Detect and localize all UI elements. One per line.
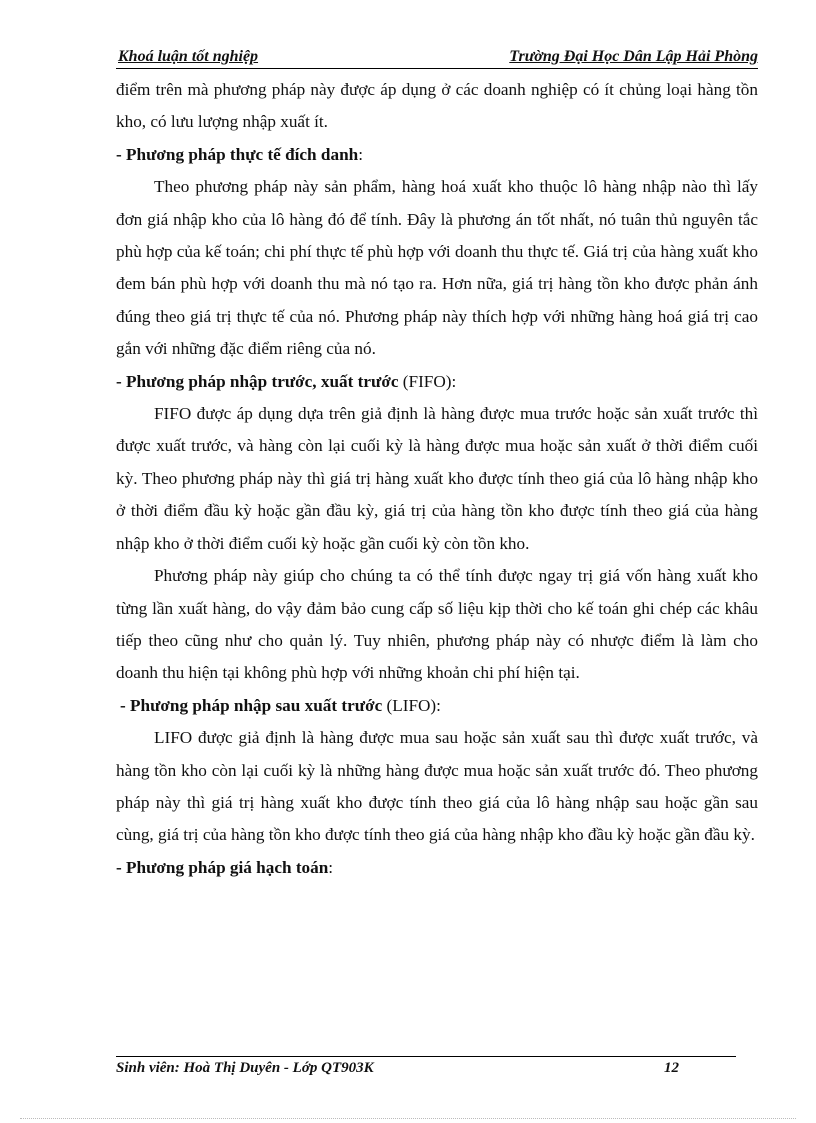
heading-3-tail: (LIFO): (382, 695, 441, 715)
paragraph-5: LIFO được giả định là hàng được mua sau hoặc sản xuất sau thì được xuất trước, và hàng tồn kho còn lại cuối kỳ là những hàng được mua hoặc sản xuất trước đó. Theo phương pháp này thì giá trị hàng xuất kho được tính theo giá của lô hàng nhập sau hoặc gần sau cùng, giá trị của hàng tồn kho được tính theo giá của hàng nhập kho đầu kỳ hoặc gần đầu kỳ. (116, 728, 758, 845)
page-header (116, 46, 758, 69)
paragraph-1: điểm trên mà phương pháp này được áp dụng ở các doanh nghiệp có ít chủng loại hàng tồn kho, có lưu lượng nhập xuất ít. (116, 80, 758, 132)
header-thesis-title: Khoá luận tốt nghiệp (118, 48, 259, 65)
heading-fifo (116, 366, 758, 398)
document-body (116, 74, 758, 884)
footer-divider (116, 1056, 736, 1057)
paragraph-4: Phương pháp này giúp cho chúng ta có thể tính được ngay trị giá vốn hàng xuất kho từng lần xuất hàng, do vậy đảm bảo cung cấp số liệu kịp thời cho kế toán ghi chép các khâu tiếp theo cũng như cho quản lý. Tuy nhiên, phương pháp này có nhược điểm là làm cho doanh thu hiện tại không phù hợp với những khoản chi phí hiện tại. (116, 566, 758, 683)
heading-specific-identification (116, 139, 758, 171)
paragraph-2: Theo phương pháp này sản phẩm, hàng hoá xuất kho thuộc lô hàng nhập nào thì lấy đơn giá nhập kho của lô hàng đó để tính. Đây là phương án tốt nhất, nó tuân thủ nguyên tắc phù hợp của kế toán; chi phí thực tế phù hợp với doanh thu thực tế. Giá trị của hàng xuất kho đem bán phù hợp với doanh thu mà nó tạo ra. Hơn nữa, giá trị hàng tồn kho được phản ánh đúng theo giá trị thực tế của nó. Phương pháp này thích hợp với những hàng hoá giá trị cao gắn với những đặc điểm riêng của nó. (116, 177, 758, 359)
heading-4-bold: - Phương pháp giá hạch toán (116, 857, 329, 877)
heading-standard-cost (116, 852, 758, 884)
page-footer (116, 1060, 736, 1082)
heading-3-bold: - Phương pháp nhập sau xuất trước (120, 695, 383, 715)
heading-1-bold: - Phương pháp thực tế đích danh (116, 144, 359, 164)
header-school-name: Trường Đại Học Dân Lập Hải Phòng (509, 48, 758, 65)
heading-2-tail: (FIFO): (398, 371, 457, 391)
page-number: 12 (664, 1060, 679, 1076)
heading-1-tail: : (358, 144, 363, 164)
footer-student-info: Sinh viên: Hoà Thị Duyên - Lớp QT903K (116, 1060, 374, 1076)
paragraph-3: FIFO được áp dụng dựa trên giả định là hàng được mua trước hoặc sản xuất trước thì được xuất trước, và hàng còn lại cuối kỳ là hàng được mua hoặc sản xuất ở thời điểm cuối kỳ. Theo phương pháp này thì giá trị hàng xuất kho được tính theo giá của lô hàng nhập kho ở thời điểm đầu kỳ hoặc gần đầu kỳ, giá trị của hàng tồn kho được tính theo giá của hàng nhập kho ở thời điểm cuối kỳ hoặc gần cuối kỳ còn tồn kho. (116, 404, 758, 553)
heading-4-tail: : (328, 857, 334, 877)
page-bottom-border (20, 1118, 796, 1119)
heading-2-bold: - Phương pháp nhập trước, xuất trước (116, 371, 399, 391)
heading-lifo (116, 690, 758, 722)
